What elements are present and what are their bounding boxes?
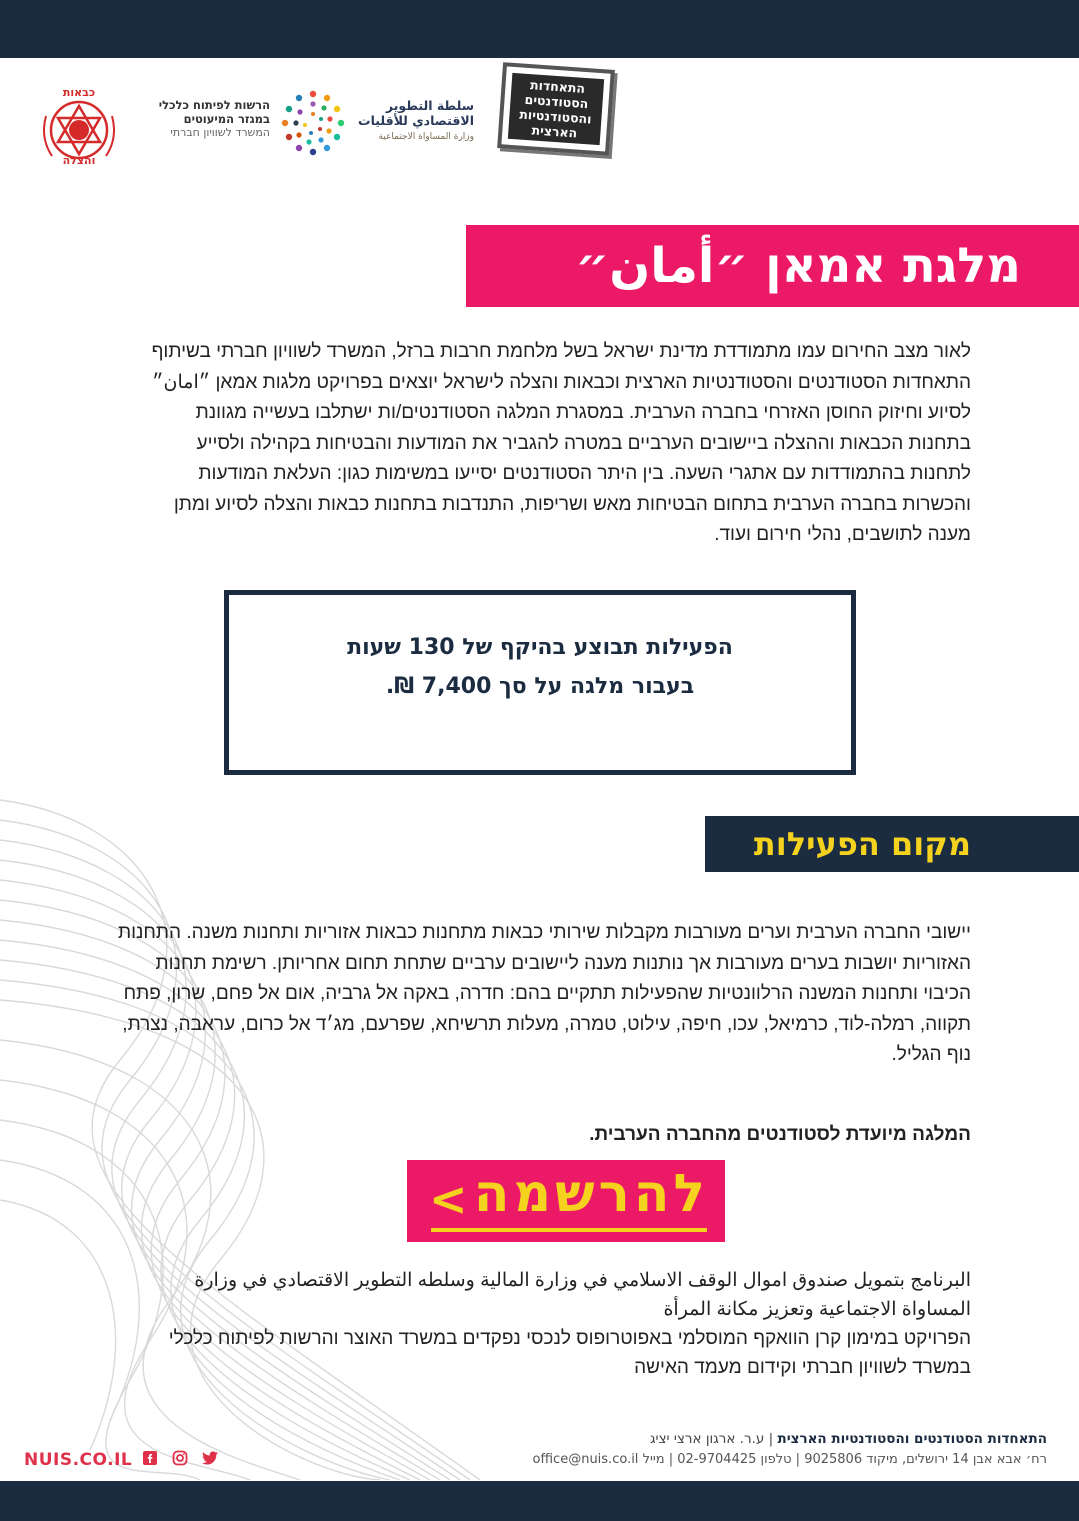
title-banner (466, 225, 1079, 307)
register-underline (431, 1228, 707, 1232)
top-banner (0, 0, 1079, 58)
register-button-label: להרשמה (473, 1164, 709, 1224)
twitter-icon[interactable] (200, 1450, 220, 1470)
development-authority-logo (150, 98, 270, 140)
footer-address: רח׳ אבא אבן 14 ירושלים, מיקוד 9025806 | טלפון 02-9704425 | מייל office@nuis.co.il (532, 1452, 1047, 1467)
economic-authority-logo (278, 88, 474, 160)
scholarship-details-box (224, 590, 856, 775)
footer-org-name: התאחדות הסטודנטים והסטודנטיות הארצית (777, 1431, 1047, 1447)
funding-paragraph (131, 1266, 971, 1382)
intro-text: לאור מצב החירום עמו מתמודדת מדינת ישראל בשל מלחמת חרבות ברזל, המשרד לשוויון חברתי בשיתוף התאחדות הסטודנטים והסטודנטיות הארצית וכבאות והצלה לישראל יוצאים בפרויקט מלגות אמאן ״امان״ לסיוע וחיזוק החוסן האזרחי בחברה הערבית. במסגרת המלגה הסטודנטים/ות ישתלבו בעשייה מגוונת בתחנות הכבאות וההצלה ביישובים הערביים במטרה להגביר את המודעות והבטיחות בקהילה ולסייע לתחנות בהתמודדות עם אתגרי השעה. בין היתר הסטודנטים יסייעו במשימות כגון: העלאת המודעות והכשרות בחברה הערבית בתחום הבטיחות מאש ושריפות, התנדבות בתחנות כבאות והצלה לסיוע ומתן מענה לתושבים, נהלי חירום ועוד. (151, 341, 971, 545)
economic-authority-name: الاقتصادي للأقليات (358, 113, 474, 128)
fire-rescue-logo (32, 88, 126, 168)
website-link[interactable]: NUIS.CO.IL (24, 1450, 133, 1470)
eligibility-note: המלגה מיועדת לסטודנטים מהחברה הערבית. (589, 1124, 971, 1145)
funding-text-hebrew: הפרויקט במימון קרן הוואקף המוסלמי באפוטרופוס לנכסי נפקדים במשרד האוצר והרשות לפיתוח כלכלי במשרד לשוויון חברתי וקידום מעמד האישה (168, 1328, 971, 1378)
nuis-logo-line: הארצית (531, 122, 578, 141)
nuis-logo (497, 62, 615, 156)
location-paragraph (111, 918, 971, 1071)
intro-paragraph (136, 337, 971, 551)
authority-name: במגזר המיעוטים (183, 112, 270, 126)
instagram-icon[interactable] (170, 1450, 190, 1470)
ministry-name: وزارة المساواة الاجتماعية (378, 132, 474, 142)
fire-rescue-logo-text: כבאות (62, 86, 96, 99)
chevron-left-icon: < (429, 1172, 468, 1226)
funding-text-arabic: البرنامج بتمويل صندوق اموال الوقف الاسلامي في وزارة المالية وسلطه التطوير الاقتصادي في وزارة المساواة الاجتماعية وتعزيز مكانة المرأة (194, 1270, 971, 1320)
register-button[interactable] (407, 1160, 725, 1242)
footer-contact (427, 1430, 1047, 1470)
social-links (140, 1450, 220, 1470)
amount-text: בעבור מלגה על סך 7,400 ₪. (385, 674, 695, 699)
dots-circle-icon (278, 88, 348, 158)
nuis-logo-line: התאחדות (529, 77, 586, 96)
section-title: מקום הפעילות (753, 825, 971, 863)
economic-authority-name: سلطة التطوير (385, 98, 474, 113)
nuis-logo-line: והסטודנטיות (518, 106, 592, 127)
facebook-icon[interactable] (140, 1450, 160, 1470)
section-header (705, 816, 1079, 872)
nuis-logo-line: הסטודנטים (524, 91, 589, 112)
footer-org-suffix: | ע.ר. ארגון ארצי יציג (649, 1431, 778, 1447)
bottom-banner (0, 1481, 1079, 1521)
ministry-name: המשרד לשוויון חברתי (170, 126, 270, 139)
page-title: מלגת אמאן ״أمان״ (575, 238, 1021, 294)
location-text: יישובי החברה הערבית וערים מעורבות מקבלות שירותי כבאות מתחנות כבאות אזוריות ותחנות משנה. התחנות האזוריות יושבות בערים מעורבות אך נותנות מענה ליישובים ערביים שתחת תחום אחריותן. רשימת תחנות הכיבוי ותחנות המשנה הרלוונטיות שהפעילות תתקיים בהם: חדרה, באקה אל גרביה, אום אל פחם, שרון, פתח תקווה, רמלה-לוד, כרמיאל, עכו, חיפה, עילוט, טמרה, מעלות תרשיחא, שפרעם, מג׳ד אל כרום, עראבה, נצרת, נוף הגליל. (117, 922, 971, 1065)
hours-text: הפעילות תבוצע בהיקף של 130 שעות (347, 635, 733, 660)
authority-name: הרשות לפיתוח כלכלי (158, 98, 270, 112)
fire-rescue-logo-text: והצלה (62, 154, 96, 167)
